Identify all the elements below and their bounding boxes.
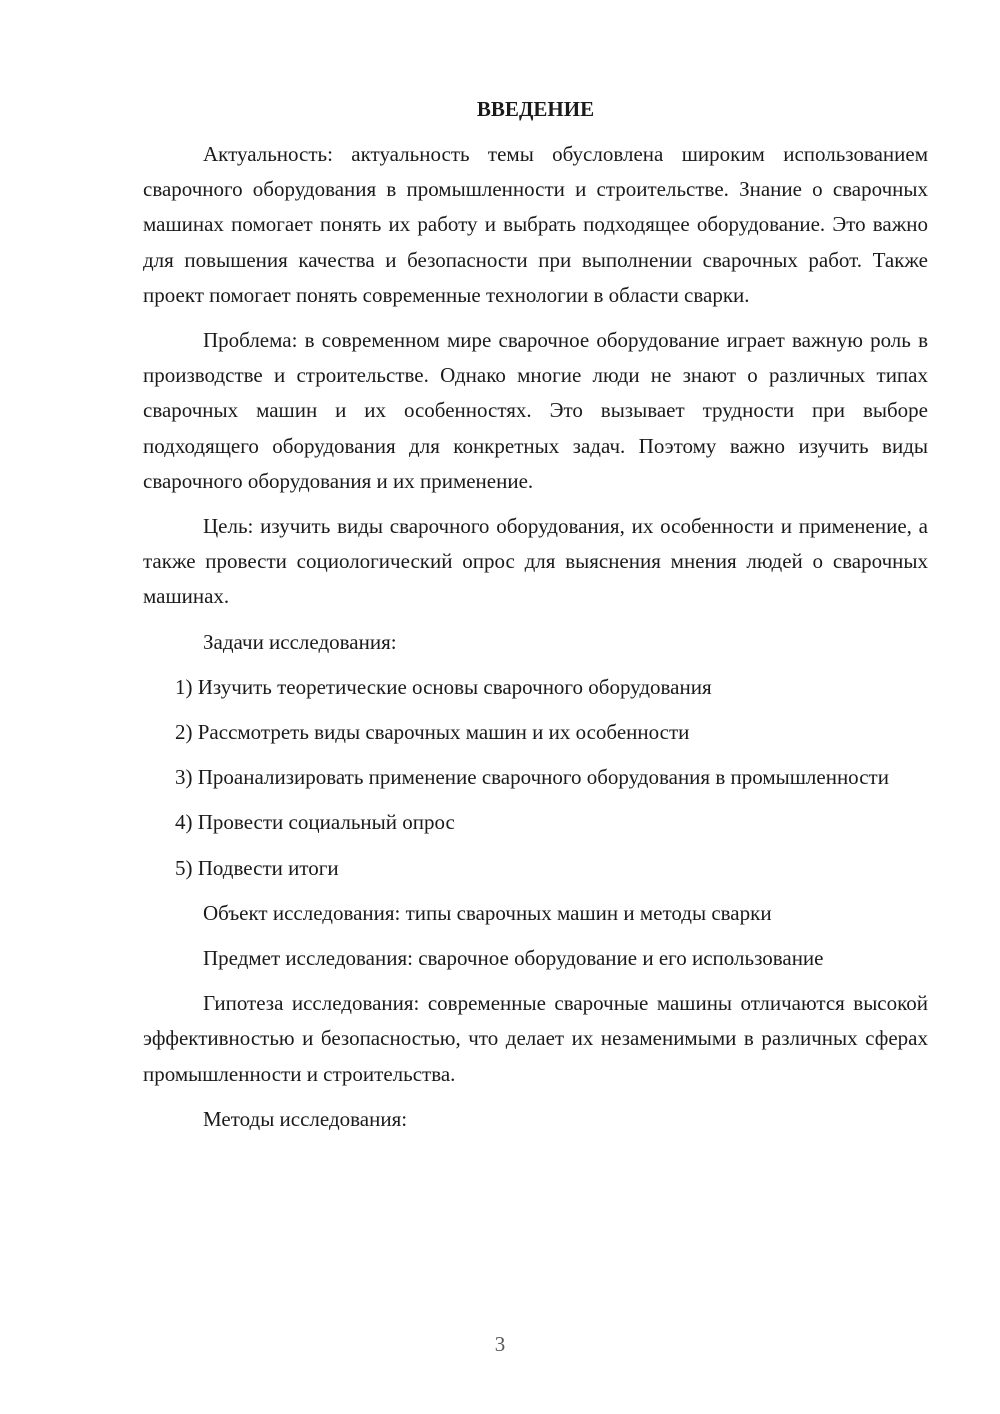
task-item-1: 1) Изучить теоретические основы сварочного оборудования	[175, 674, 712, 699]
paragraph-goal: Цель: изучить виды сварочного оборудования, их особенности и применение, а также провести социологический опрос для выяснения мнения людей о сварочных машинах.	[143, 514, 928, 609]
task-item-4: 4) Провести социальный опрос	[175, 810, 455, 835]
page-number: 3	[494, 1332, 506, 1356]
section-title: ВВЕДЕНИЕ	[476, 97, 595, 121]
paragraph-relevance: Актуальность: актуальность темы обусловлена широким использованием сварочного оборудования в промышленности и строительстве. Знание о сварочных машинах помогает понять их работу и выбрать подходящее оборудование. Это важно для повышения качества и безопасности при выполнении сварочных работ. Также проект помогает понять современные технологии в области сварки.	[143, 142, 928, 307]
paragraph-problem: Проблема: в современном мире сварочное оборудование играет важную роль в производстве и строительстве. Однако многие люди не знают о различных типах сварочных машин и их особенностях. Это вызывает трудности при выборе подходящего оборудования для конкретных задач. Поэтому важно изучить виды сварочного оборудования и их применение.	[143, 328, 928, 493]
task-item-3: 3) Проанализировать применение сварочного оборудования в промышленности	[175, 765, 889, 790]
task-item-5: 5) Подвести итоги	[175, 855, 339, 880]
paragraph-methods: Методы исследования:	[203, 1106, 408, 1131]
paragraph-object: Объект исследования: типы сварочных машин и методы сварки	[203, 900, 772, 925]
document-page	[143, 92, 928, 1147]
paragraph-hypothesis: Гипотеза исследования: современные сварочные машины отличаются высокой эффективностью и безопасностью, что делает их незаменимыми в различных сферах промышленности и строительства.	[143, 991, 928, 1086]
task-item-2: 2) Рассмотреть виды сварочных машин и их особенности	[175, 720, 690, 745]
paragraph-tasks-heading: Задачи исследования:	[203, 629, 397, 654]
paragraph-subject: Предмет исследования: сварочное оборудование и его использование	[203, 946, 824, 971]
